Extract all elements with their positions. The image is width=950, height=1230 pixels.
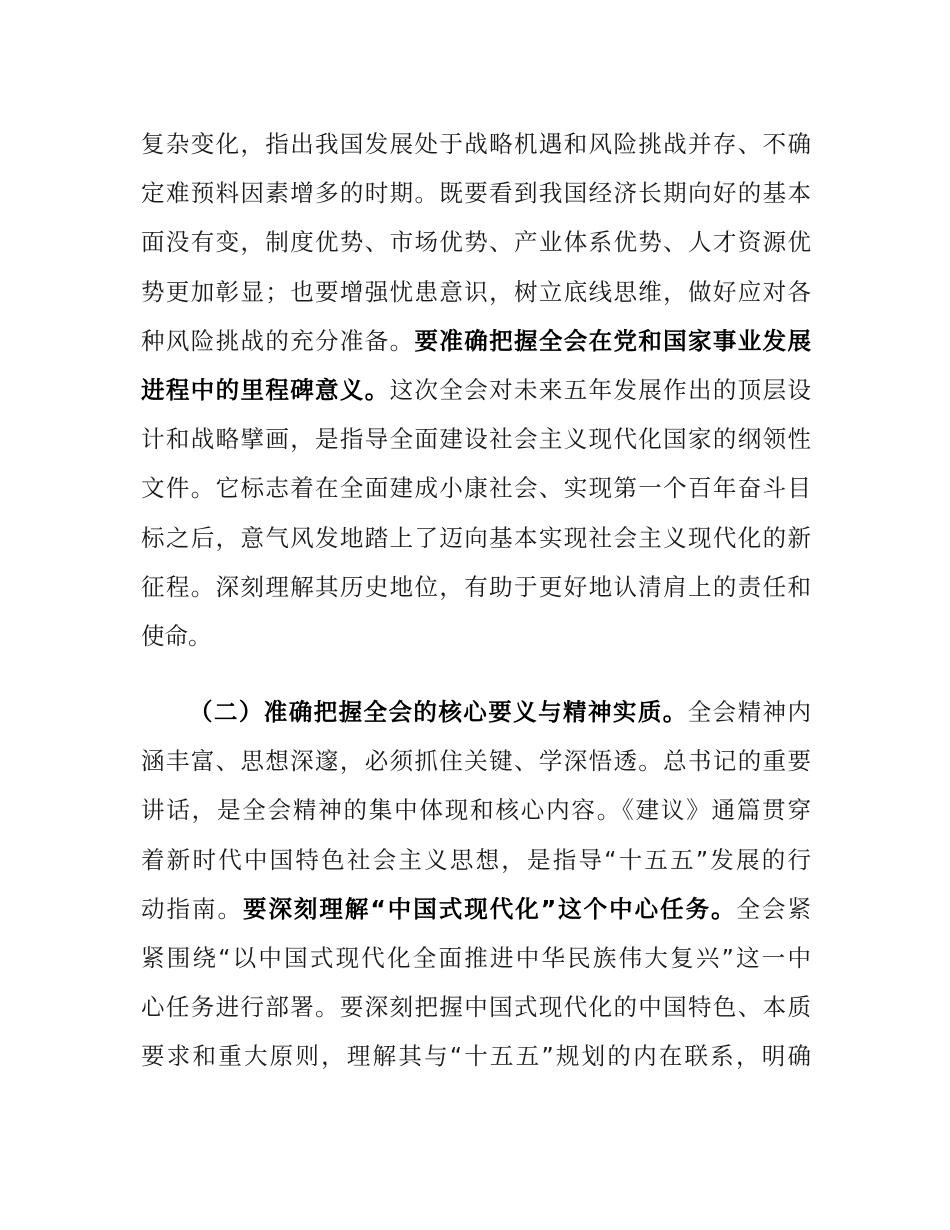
text-run: 全会精神内 — [687, 698, 811, 727]
text-line — [141, 317, 811, 366]
text-line: 着新时代中国特色社会主义思想，是指导“十五五”发展的行 — [141, 845, 811, 874]
section-heading-line — [141, 688, 811, 737]
text-line: 要求和重大原则，理解其与“十五五”规划的内在联系，明确 — [141, 1042, 811, 1071]
body-text — [141, 120, 811, 1082]
text-line: 涵丰富、思想深邃，必须抓住关键、学深悟透。总书记的重要 — [141, 747, 811, 776]
text-line: 讲话，是全会精神的集中体现和核心内容。《建议》通篇贯穿 — [141, 796, 811, 825]
text-run: 种风险挑战的充分准备。 — [141, 326, 415, 355]
text-line: 面没有变，制度优势、市场优势、产业体系优势、人才资源优 — [141, 228, 811, 257]
text-run: 全会紧 — [736, 894, 812, 923]
bold-emphasis: 要准确把握全会在党和国家事业发展 — [414, 326, 812, 355]
bold-emphasis: 要深刻理解“中国式现代化”这个中心任务。 — [242, 894, 737, 923]
bold-emphasis: 进程中的里程碑意义。 — [141, 375, 390, 404]
text-line: 标之后，意气风发地踏上了迈向基本实现社会主义现代化的新 — [141, 523, 811, 552]
text-run: 这次全会对未来五年发展作出的顶层设 — [389, 375, 812, 404]
text-line: 复杂变化，指出我国发展处于战略机遇和风险挑战并存、不确 — [141, 130, 811, 158]
text-line: 征程。深刻理解其历史地位，有助于更好地认清肩上的责任和 — [141, 572, 811, 601]
text-line — [141, 366, 811, 415]
text-line: 心任务进行部署。要深刻把握中国式现代化的中国特色、本质 — [141, 993, 811, 1022]
text-run: 动指南。 — [141, 894, 243, 923]
text-line — [141, 885, 811, 934]
section-heading: （二）准确把握全会的核心要义与精神实质。 — [189, 698, 688, 727]
paragraph-gap — [141, 661, 811, 688]
text-line: 计和战略擘画，是指导全面建设社会主义现代化国家的纲领性 — [141, 425, 811, 454]
text-line: 定难预料因素增多的时期。既要看到我国经济长期向好的基本 — [141, 179, 811, 208]
text-line: 势更加彰显；也要增强忧患意识，树立底线思维，做好应对各 — [141, 277, 811, 306]
text-line: 使命。 — [141, 621, 212, 650]
text-line: 紧围绕“以中国式现代化全面推进中华民族伟大复兴”这一中 — [141, 944, 811, 972]
text-line: 文件。它标志着在全面建成小康社会、实现第一个百年奋斗目 — [141, 474, 811, 503]
